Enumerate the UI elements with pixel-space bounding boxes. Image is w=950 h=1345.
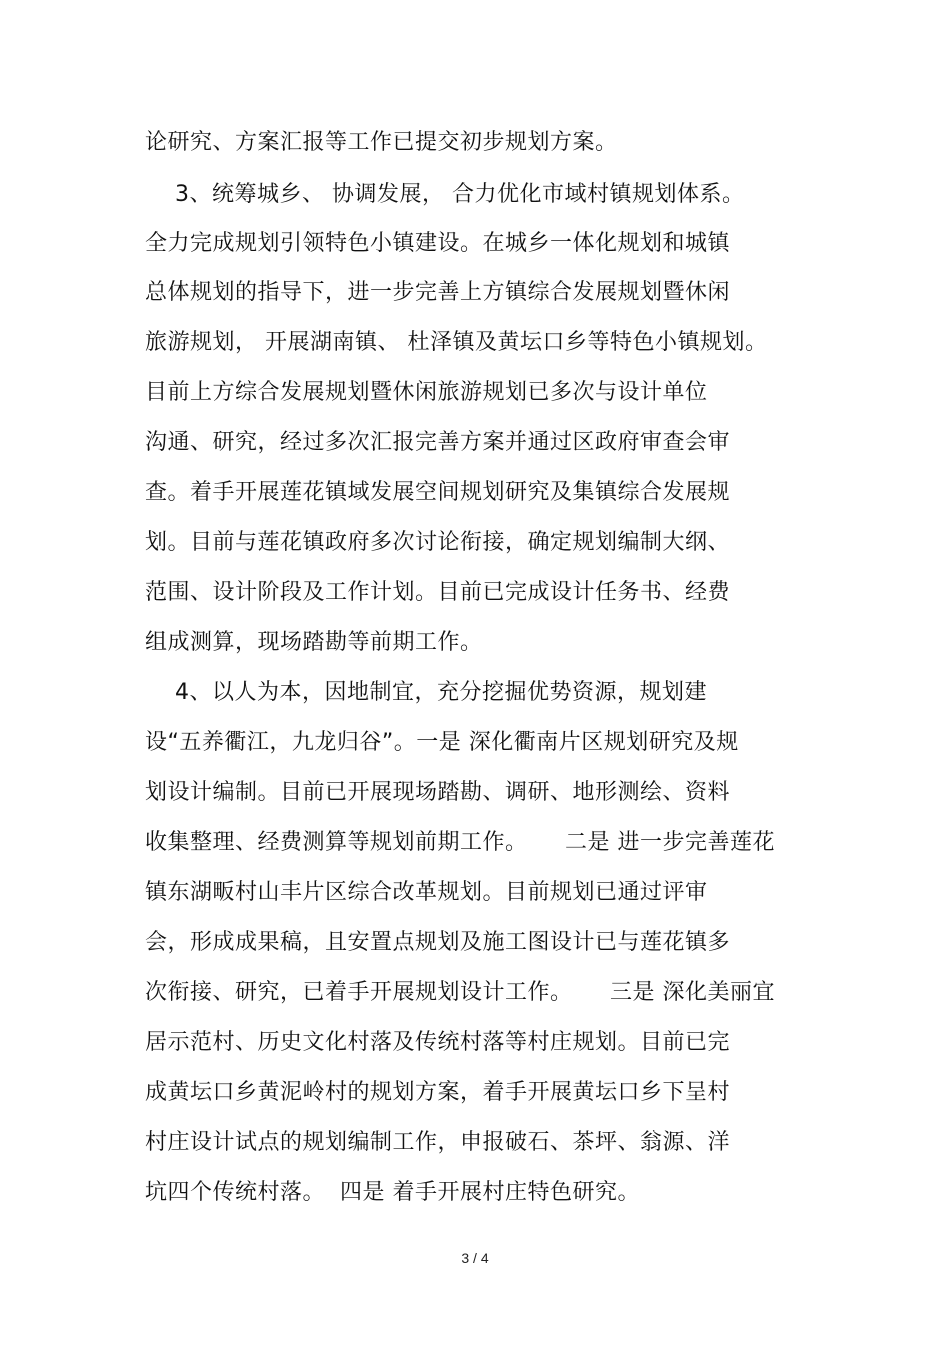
- text-line: 居示范村、历史文化村落及传统村落等村庄规划。目前已完: [145, 1030, 731, 1055]
- text-line: 划。目前与莲花镇政府多次讨论衔接，确定规划编制大纲、: [145, 530, 731, 555]
- text-line: 范围、设计阶段及工作计划。目前已完成设计任务书、经费: [145, 580, 731, 605]
- text-line: 3、统筹城乡、 协调发展， 合力优化市域村镇规划体系。: [145, 182, 745, 207]
- text-line: 组成测算，现场踏勘等前期工作。: [145, 630, 483, 655]
- page-number: 3 / 4: [461, 1250, 489, 1266]
- text-line: 全力完成规划引领特色小镇建设。在城乡一体化规划和城镇: [145, 231, 731, 256]
- text-line: 设“五养衢江，九龙归谷”。一是 深化衢南片区规划研究及规: [145, 730, 739, 755]
- text-line: 成黄坛口乡黄泥岭村的规划方案，着手开展黄坛口乡下呈村: [145, 1080, 731, 1105]
- text-line: 镇东湖畈村山丰片区综合改革规划。目前规划已通过评审: [145, 880, 708, 905]
- text-line: 收集整理、经费测算等规划前期工作。 二是 进一步完善莲花: [145, 830, 775, 855]
- text-line: 村庄设计试点的规划编制工作，申报破石、茶坪、翁源、洋: [145, 1130, 731, 1155]
- text-line: 查。着手开展莲花镇域发展空间规划研究及集镇综合发展规: [145, 480, 731, 505]
- text-line: 次衔接、研究，已着手开展规划设计工作。 三是 深化美丽宜: [145, 980, 775, 1005]
- text-line: 会，形成成果稿，且安置点规划及施工图设计已与莲花镇多: [145, 930, 731, 955]
- text-line: 论研究、方案汇报等工作已提交初步规划方案。: [145, 130, 618, 155]
- text-line: 目前上方综合发展规划暨休闲旅游规划已多次与设计单位: [145, 380, 708, 405]
- text-line: 沟通、研究，经过多次汇报完善方案并通过区政府审查会审: [145, 430, 731, 455]
- text-line: 划设计编制。目前已开展现场踏勘、调研、地形测绘、资料: [145, 780, 731, 805]
- text-line: 总体规划的指导下，进一步完善上方镇综合发展规划暨休闲: [145, 280, 731, 305]
- text-line: 4、以人为本，因地制宜，充分挖掘优势资源，规划建: [145, 680, 707, 705]
- text-line: 坑四个传统村落。 四是 着手开展村庄特色研究。: [145, 1180, 640, 1205]
- text-line: 旅游规划， 开展湖南镇、 杜泽镇及黄坛口乡等特色小镇规划。: [145, 330, 768, 355]
